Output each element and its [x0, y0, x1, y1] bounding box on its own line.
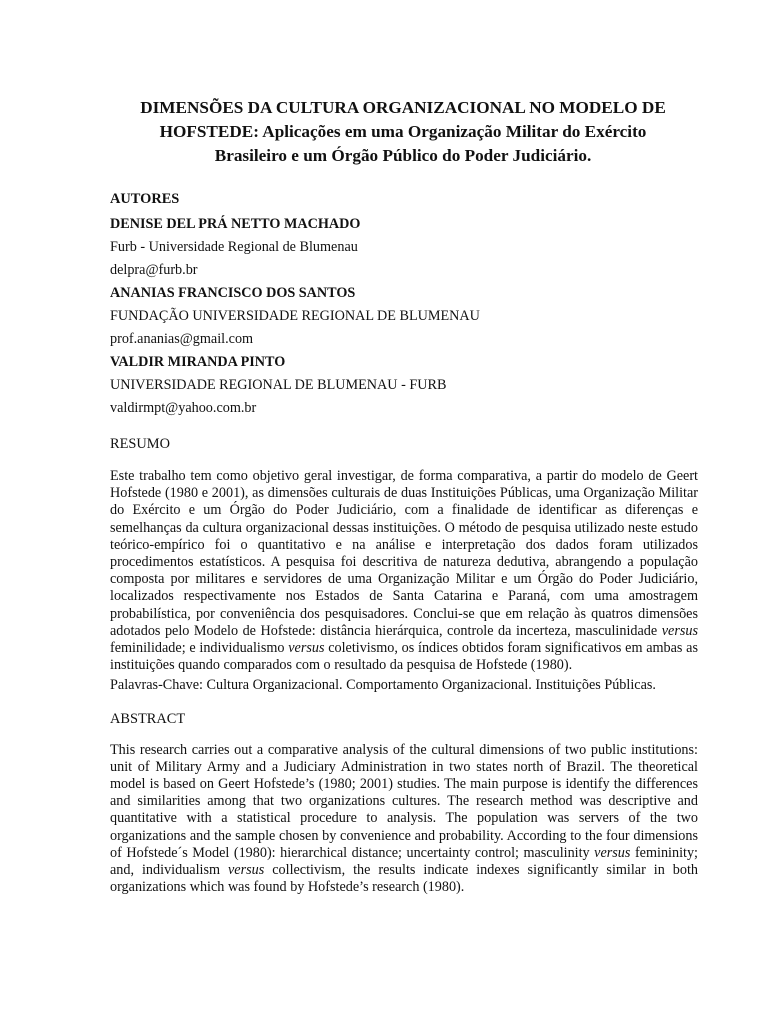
- abstract-text-part-3: collectivism, the results indicate indexes significantly similar in both organizations which was found by Hofstede’s research (1980).: [110, 862, 699, 896]
- author-email: valdirmpt@yahoo.com.br: [110, 400, 257, 416]
- author-block-1: [110, 214, 698, 280]
- author-institution: Furb - Universidade Regional de Blumenau: [110, 239, 358, 255]
- authors-heading: AUTORES: [110, 191, 180, 207]
- abstract-versus-2: versus: [228, 862, 265, 879]
- paper-title: [110, 96, 698, 168]
- author-institution: UNIVERSIDADE REGIONAL DE BLUMENAU - FURB: [110, 377, 447, 393]
- keywords: Palavras-Chave: Cultura Organizacional. Comportamento Organizacional. Instituições Públicas.: [110, 677, 656, 694]
- resumo-versus-1: versus: [661, 622, 699, 639]
- title-line-1: DIMENSÕES DA CULTURA ORGANIZACIONAL NO MODELO DE: [140, 98, 666, 117]
- author-name: VALDIR MIRANDA PINTO: [110, 354, 286, 370]
- resumo-text-part-3: coletivismo, os índices obtidos foram significativos em ambas as instituições quando comparados com o resultado da pesquisa de Hofstede (1980).: [110, 640, 698, 674]
- author-email: prof.ananias@gmail.com: [110, 331, 254, 347]
- title-line-3: Brasileiro e um Órgão Público do Poder Judiciário.: [214, 146, 592, 165]
- abstract-heading: ABSTRACT: [110, 710, 186, 727]
- resumo-text-part-1: Este trabalho tem como objetivo geral investigar, de forma comparativa, a partir do modelo de Geert Hofstede (1980 e 2001), as dimensões culturais de duas Instituições Públicas, uma Organização Militar do Exército e um Órgão do Poder Judiciário, com a finalidade de identificar as diferenças e semelhanças da cultura organizacional dessas instituições. O método de pesquisa utilizado neste estudo teórico-empírico foi o quantitativo e na análise e interpretação dos dados foram utilizados procedimentos estatísticos. A pesquisa foi descritiva de natureza dedutiva, abrangendo a população composta por militares e servidores de uma Organização Militar e um Órgão do Poder Judiciário, localizados respectivamente nos Estados de Santa Catarina e Paraná, com uma amostragem probabilística, por conveniência dos pesquisadores. Conclui-se que em relação às quatros dimensões adotados pelo Modelo de Hofstede: distância hierárquica, controle da incerteza, masculinidade: [110, 468, 698, 639]
- resumo-heading: RESUMO: [110, 436, 170, 452]
- author-institution: FUNDAÇÃO UNIVERSIDADE REGIONAL DE BLUMENAU: [110, 308, 480, 324]
- author-block-2: [110, 283, 698, 349]
- abstract-text-part-1: This research carries out a comparative analysis of the cultural dimensions of two public institutions: unit of Military Army and a Judiciary Administration in two states north of Brazil. The theoretical model is based on Geert Hofstede’s (1980; 2001) studies. The main purpose is identify the differences and similarities among that two organizations cultures. The research method was descriptive and quantitative with a statistical procedure to analysis. The population was servers of the two organizations and the sample chosen by convenience and probability. According to the four dimensions of Hofstede´s Model (1980): hierarchical distance; uncertainty control; masculinity: [110, 741, 698, 861]
- abstract-versus-1: versus: [594, 844, 631, 861]
- abstract-paragraph: [110, 742, 698, 897]
- resumo-paragraph: [110, 468, 698, 674]
- author-email: delpra@furb.br: [110, 262, 198, 278]
- author-block-3: [110, 352, 698, 418]
- abstract-text-part-2: femininity; and, individualism: [110, 844, 699, 879]
- author-name: ANANIAS FRANCISCO DOS SANTOS: [110, 285, 356, 301]
- author-name: DENISE DEL PRÁ NETTO MACHADO: [110, 216, 361, 232]
- resumo-versus-2: versus: [288, 640, 325, 657]
- resumo-text-part-2: feminilidade; e individualismo: [110, 640, 285, 657]
- title-line-2: HOFSTEDE: Aplicações em uma Organização Militar do Exército: [159, 122, 647, 141]
